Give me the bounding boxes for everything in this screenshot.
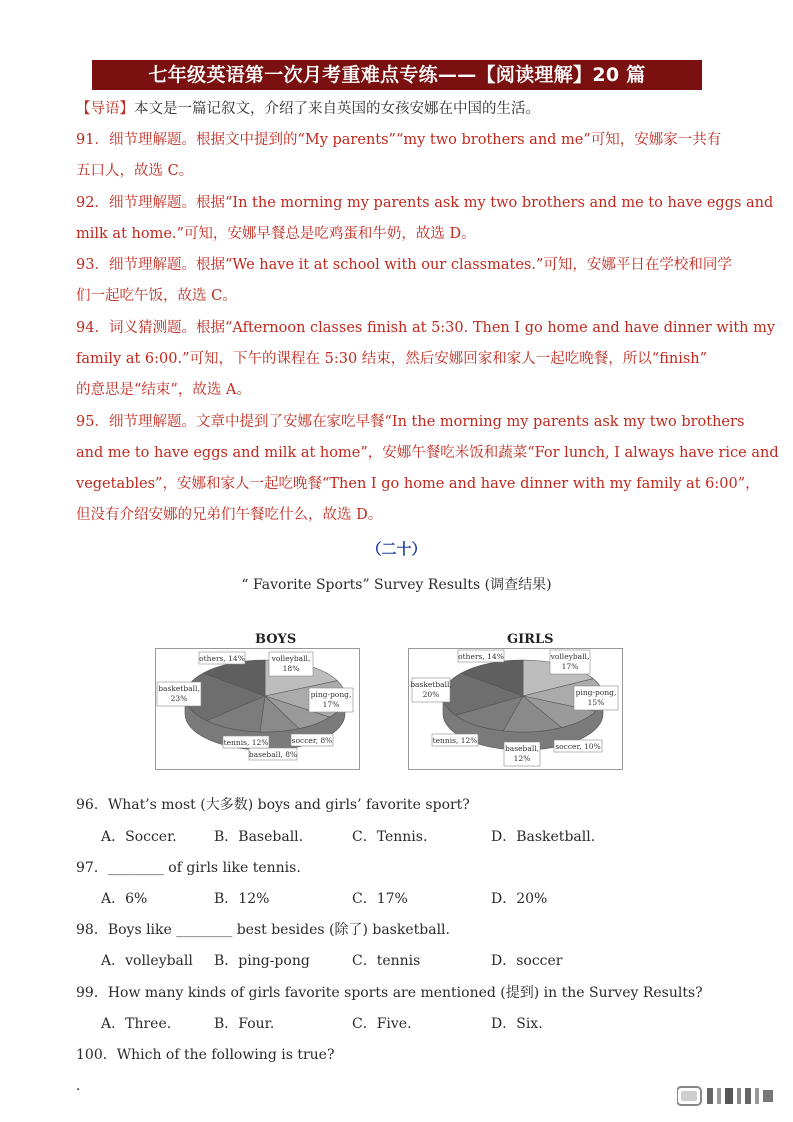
lead-tag: 【导语】 <box>76 101 134 117</box>
slice-label-tennis: tennis, 12% <box>432 736 478 745</box>
explanation-line: 五口人，故选 C。 <box>76 163 194 179</box>
survey-title: “ Favorite Sports” Survey Results (调查结果) <box>241 577 552 593</box>
boys-pie-chart <box>155 648 360 770</box>
question-98: 98．Boys like ________ best besides (除了) basketball. <box>76 922 450 938</box>
slice-label-basketball: basketball, 20% <box>410 680 452 699</box>
option-99-d[interactable]: D．Six. <box>491 1016 543 1032</box>
slice-label-ping-pong: ping-pong, 17% <box>310 690 352 709</box>
slice-label-volleyball: volleyball, 17% <box>550 652 590 671</box>
slice-label-soccer: soccer, 10% <box>555 742 601 751</box>
slice-label-others: others, 14% <box>458 652 504 661</box>
explanation-line: family at 6:00.”可知，下午的课程在 5:30 结束，然后安娜回家和家人一起吃晚餐，所以“finish” <box>76 351 708 367</box>
slice-label-soccer: soccer, 8% <box>291 736 333 745</box>
option-96-d[interactable]: D．Basketball. <box>491 829 596 845</box>
option-97-d[interactable]: D．20% <box>491 891 548 907</box>
explanation-line: 们一起吃午饭，故选 C。 <box>76 288 237 304</box>
girls-chart-title: GIRLS <box>507 632 554 647</box>
slice-label-others: others, 14% <box>199 654 245 663</box>
slice-label-ping-pong: ping-pong, 15% <box>575 688 617 707</box>
explanation-line: 94．词义猜测题。根据“Afternoon classes finish at 5:30. Then I go home and have dinner with my <box>76 320 776 336</box>
option-96-c[interactable]: C．Tennis. <box>352 829 428 845</box>
question-97: 97．________ of girls like tennis. <box>76 860 301 876</box>
question-99: 99．How many kinds of girls favorite sports are mentioned (提到) in the Survey Results? <box>76 985 703 1001</box>
slice-label-basketball: basketball, 23% <box>158 684 200 703</box>
explanation-line: 91．细节理解题。根据文中提到的“My parents”“my two brothers and me”可知，安娜家一共有 <box>76 132 722 148</box>
explanation-line: milk at home.”可知，安娜早餐总是吃鸡蛋和牛奶，故选 D。 <box>76 226 476 242</box>
option-96-b[interactable]: B．Baseball. <box>214 829 304 845</box>
option-98-b[interactable]: B．ping-pong <box>214 953 310 969</box>
explanation-line: 92．细节理解题。根据“In the morning my parents ask my two brothers and me to have eggs and <box>76 195 774 211</box>
option-97-b[interactable]: B．12% <box>214 891 270 907</box>
slice-label-tennis: tennis, 12% <box>223 738 269 747</box>
option-97-a[interactable]: A．6% <box>101 891 148 907</box>
option-98-a[interactable]: A．volleyball <box>101 953 193 969</box>
section-heading: （二十） <box>366 540 427 558</box>
option-98-c[interactable]: C．tennis <box>352 953 421 969</box>
explanation-line: and me to have eggs and milk at home”，安娜午餐吃米饭和蔬菜“For lunch, I always have rice and <box>76 445 779 461</box>
trailing-mark: ． <box>76 1078 90 1094</box>
explanation-line: vegetables”，安娜和家人一起吃晚餐“Then I go home and have dinner with my family at 6:00”， <box>76 476 760 492</box>
question-96: 96．What’s most (大多数) boys and girls’ favorite sport? <box>76 797 470 813</box>
slice-label-baseball: baseball, 8% <box>248 750 298 759</box>
option-97-c[interactable]: C．17% <box>352 891 408 907</box>
option-98-d[interactable]: D．soccer <box>491 953 563 969</box>
girls-pie-chart <box>408 648 623 770</box>
slice-label-baseball: baseball, 12% <box>504 744 540 763</box>
explanation-line: 的意思是“结束”，故选 A。 <box>76 382 251 398</box>
option-96-a[interactable]: A．Soccer. <box>101 829 177 845</box>
page-title: 七年级英语第一次月考重难点专练——【阅读理解】20 篇 <box>148 64 646 86</box>
explanation-line: 但没有介绍安娜的兄弟们午餐吃什么，故选 D。 <box>76 507 383 523</box>
slice-label-volleyball: volleyball, 18% <box>271 654 311 673</box>
explanation-line: 95．细节理解题。文章中提到了安娜在家吃早餐“In the morning my parents ask my two brothers <box>76 414 745 430</box>
lead-paragraph <box>76 97 540 118</box>
option-99-b[interactable]: B．Four. <box>214 1016 275 1032</box>
explanation-line: 93．细节理解题。根据“We have it at school with our classmates.”可知，安娜平日在学校和同学 <box>76 257 732 273</box>
lead-text: 本文是一篇记叙文，介绍了来自英国的女孩安娜在中国的生活。 <box>134 101 540 117</box>
watermark-logo <box>677 1084 777 1108</box>
boys-chart-title: BOYS <box>255 632 297 647</box>
question-100: 100．Which of the following is true? <box>76 1047 335 1063</box>
option-99-c[interactable]: C．Five. <box>352 1016 412 1032</box>
option-99-a[interactable]: A．Three. <box>101 1016 172 1032</box>
